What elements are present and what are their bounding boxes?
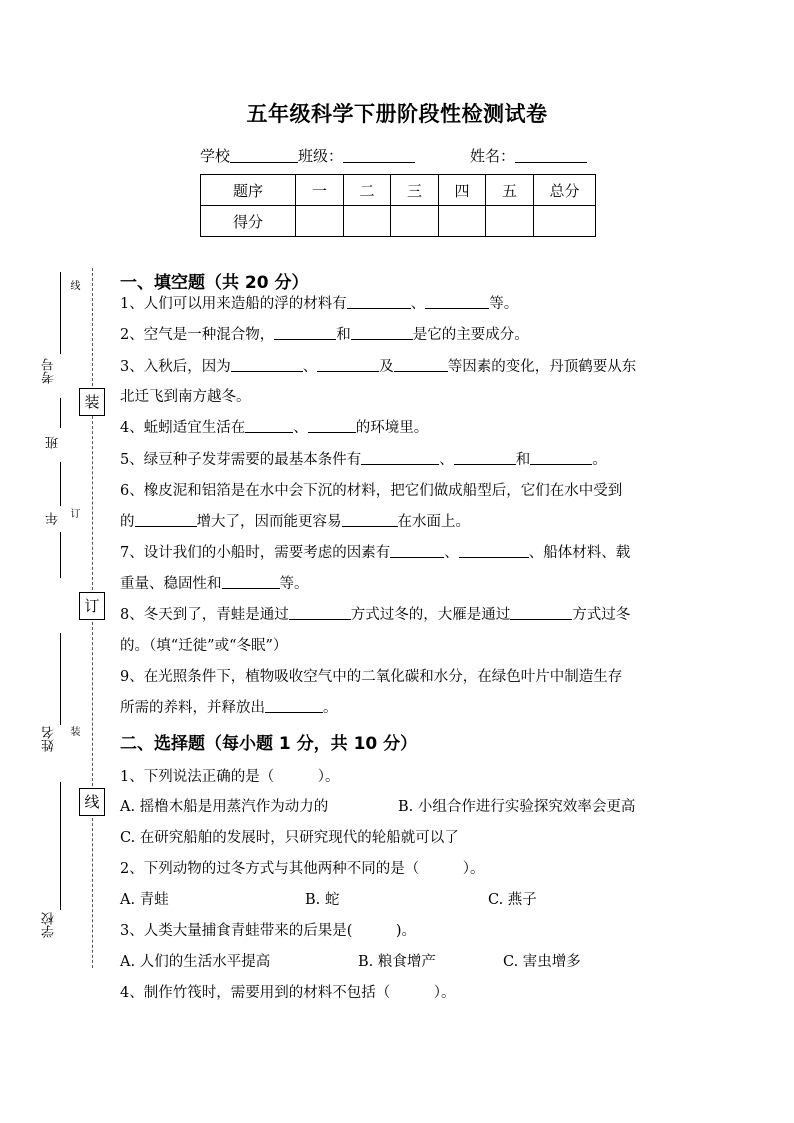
question-2-2: 2、下列动物的过冬方式与其他两种不同的是（ ）。 <box>120 861 485 877</box>
answer-blank[interactable] <box>454 450 516 465</box>
question-2-2-optA[interactable]: A. 青蛙 <box>120 892 169 908</box>
answer-blank[interactable] <box>394 357 448 372</box>
header-cell: 题序 <box>201 175 296 206</box>
margin-small-ding: 订 <box>68 508 79 518</box>
answer-blank[interactable] <box>351 325 413 340</box>
answer-blank[interactable] <box>222 574 280 589</box>
margin-rule <box>60 532 61 578</box>
cut-line <box>92 268 93 386</box>
question-1-6-cont: 的 增大了，因而能更容易 在水面上。 <box>120 514 470 530</box>
margin-rule <box>60 462 61 506</box>
margin-rule <box>60 398 61 428</box>
question-1-9: 9、在光照条件下，植物吸收空气中的二氧化碳和水分，在绿色叶片中制造生存 <box>120 669 623 685</box>
score-row-label: 得分 <box>201 206 296 237</box>
question-1-4: 4、蚯蚓适宜生活在 、 的环境里。 <box>120 420 429 436</box>
question-1-7: 7、设计我们的小船时，需要考虑的因素有 、 、船体材料、载 <box>120 545 631 561</box>
question-2-1-optB[interactable]: B. 小组合作进行实验探究效率会更高 <box>398 799 636 815</box>
section1-title: 一、填空题（共 20 分） <box>120 273 309 293</box>
margin-rule <box>60 633 61 725</box>
score-cell[interactable] <box>296 206 344 237</box>
answer-blank[interactable] <box>135 512 197 527</box>
question-1-5: 5、绿豆种子发芽需要的最基本条件有 、 和 。 <box>120 452 607 468</box>
question-1-7-cont: 重量、稳固性和 等。 <box>120 576 309 592</box>
cut-line <box>92 416 93 590</box>
school-field[interactable] <box>200 145 415 166</box>
margin-ban-label: 班 <box>46 436 61 449</box>
answer-blank[interactable] <box>390 543 444 558</box>
score-cell[interactable] <box>344 206 391 237</box>
score-cell[interactable] <box>534 206 596 237</box>
question-2-2-optC[interactable]: C. 燕子 <box>488 892 537 908</box>
name-blank[interactable] <box>515 146 587 163</box>
margin-nian-label: 年 <box>46 512 61 525</box>
section2-title: 二、选择题（每小题 1 分，共 10 分） <box>120 734 418 754</box>
answer-blank[interactable] <box>265 698 323 713</box>
margin-rule <box>60 782 61 910</box>
answer-blank[interactable] <box>361 450 439 465</box>
question-2-1-optC[interactable]: C. 在研究船舶的发展时，只研究现代的轮船就可以了 <box>120 830 459 846</box>
margin-kaohao-label: 考号 <box>42 358 57 384</box>
score-cell[interactable] <box>439 206 486 237</box>
class-blank[interactable] <box>343 146 415 163</box>
answer-blank[interactable] <box>289 605 351 620</box>
margin-xingming-label: 姓名 <box>42 726 57 752</box>
margin-rule <box>60 272 61 354</box>
cut-line <box>92 622 93 786</box>
margin-small-xian: 线 <box>68 280 79 290</box>
score-table-header-row <box>201 175 596 206</box>
answer-blank[interactable] <box>274 325 336 340</box>
margin-box-zhuang: 装 <box>79 388 105 416</box>
answer-blank[interactable] <box>342 512 398 527</box>
question-2-3-optB[interactable]: B. 粮食增产 <box>358 954 436 970</box>
answer-blank[interactable] <box>245 418 293 433</box>
answer-blank[interactable] <box>231 357 303 372</box>
question-1-8: 8、冬天到了，青蛙是通过 方式过冬的，大雁是通过 方式过冬 <box>120 607 631 623</box>
question-1-9-cont: 所需的养料，并释放出 。 <box>120 700 338 716</box>
margin-box-ding: 订 <box>79 592 105 620</box>
margin-small-zhuang: 装 <box>68 726 79 736</box>
answer-blank[interactable] <box>347 294 411 309</box>
question-1-8-cont: 的。（填“迁徙”或“冬眠”） <box>120 638 288 654</box>
answer-blank[interactable] <box>459 543 529 558</box>
question-2-1: 1、下列说法正确的是（ ）。 <box>120 769 340 785</box>
question-1-3-cont: 北迁飞到南方越冬。 <box>120 389 251 405</box>
cut-line <box>92 818 93 968</box>
header-cell: 一 <box>296 175 344 206</box>
question-1-3: 3、入秋后，因为 、 及 等因素的变化，丹顶鹤要从东 <box>120 359 637 375</box>
score-table-score-row <box>201 206 596 237</box>
answer-blank[interactable] <box>308 418 356 433</box>
question-1-6: 6、橡皮泥和铝箔是在水中会下沉的材料，把它们做成船型后，它们在水中受到 <box>120 483 623 499</box>
question-2-4: 4、制作竹筏时，需要用到的材料不包括（ ）。 <box>120 985 456 1001</box>
header-cell: 四 <box>439 175 486 206</box>
score-cell[interactable] <box>486 206 534 237</box>
margin-box-xian: 线 <box>79 788 105 816</box>
name-label: 姓名： <box>470 147 516 165</box>
answer-blank[interactable] <box>510 605 572 620</box>
answer-blank[interactable] <box>425 294 489 309</box>
answer-blank[interactable] <box>530 450 592 465</box>
exam-title: 五年级科学下册阶段性检测试卷 <box>246 102 548 126</box>
school-blank[interactable] <box>230 146 298 163</box>
margin-xuexiao-label: 学校 <box>42 912 57 938</box>
question-2-2-optB[interactable]: B. 蛇 <box>305 892 340 908</box>
score-table <box>200 174 596 237</box>
header-cell: 总分 <box>534 175 596 206</box>
name-field[interactable] <box>470 145 587 166</box>
question-1-1: 1、人们可以用来造船的浮的材料有 、 等。 <box>120 296 519 312</box>
score-cell[interactable] <box>391 206 439 237</box>
question-2-3: 3、人类大量捕食青蛙带来的后果是( )。 <box>120 923 417 939</box>
answer-blank[interactable] <box>317 357 379 372</box>
school-label: 学校 <box>200 147 231 165</box>
question-1-2: 2、空气是一种混合物， 和 是它的主要成分。 <box>120 327 529 343</box>
question-2-3-optC[interactable]: C. 害虫增多 <box>503 954 581 970</box>
question-2-1-optA[interactable]: A. 摇橹木船是用蒸汽作为动力的 <box>120 799 329 815</box>
header-cell: 三 <box>391 175 439 206</box>
class-label: 班级： <box>298 147 344 165</box>
header-cell: 五 <box>486 175 534 206</box>
question-2-3-optA[interactable]: A. 人们的生活水平提高 <box>120 954 271 970</box>
header-cell: 二 <box>344 175 391 206</box>
